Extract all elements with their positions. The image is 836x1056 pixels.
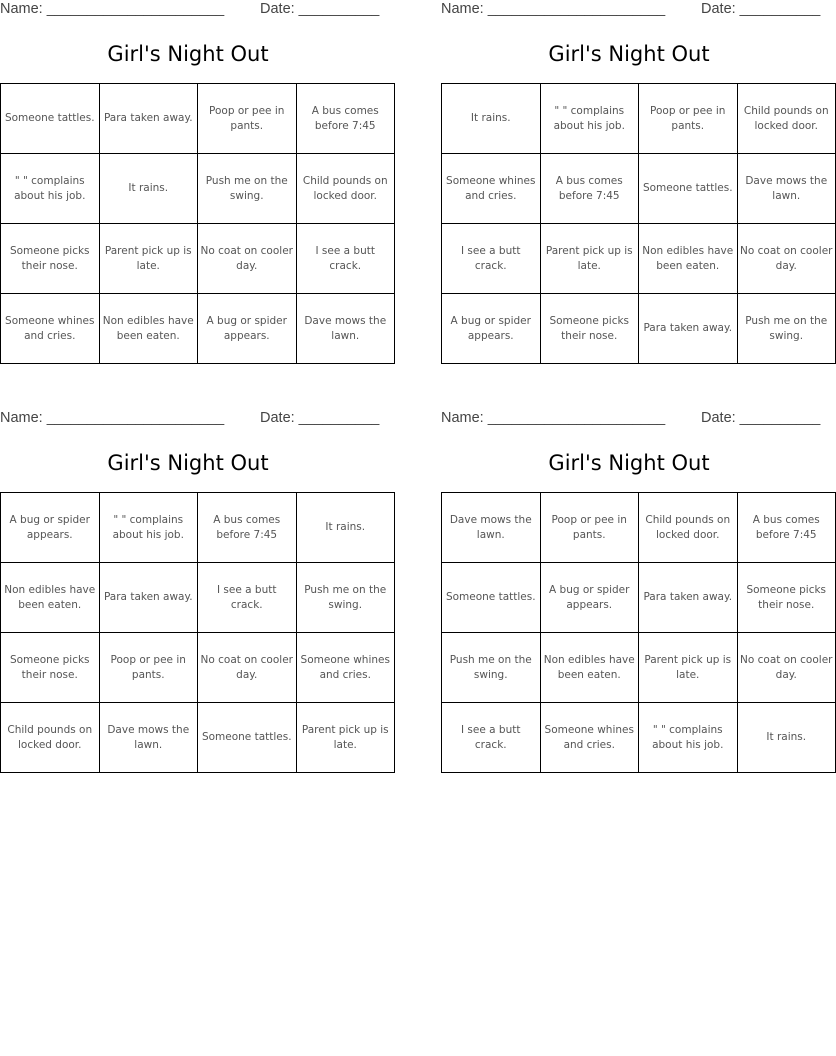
grid-row [1, 563, 395, 633]
grid-cell: Someone tattles. [1, 84, 100, 154]
grid-row [442, 703, 836, 773]
grid-cell: Parent pick up is late. [296, 703, 395, 773]
name-field-label: Name: ______________________ [441, 1, 666, 17]
card-title: Girl's Night Out [107, 451, 269, 475]
grid-cell: Child pounds on locked door. [737, 84, 836, 154]
grid-cell: A bug or spider appears. [442, 294, 541, 364]
grid-cell: A bus comes before 7:45 [737, 493, 836, 563]
grid-cell: Someone picks their nose. [737, 563, 836, 633]
grid-cell: Parent pick up is late. [540, 224, 639, 294]
grid-row [442, 493, 836, 563]
grid-cell: " " complains about his job. [540, 84, 639, 154]
grid-row [442, 84, 836, 154]
name-date-row [441, 1, 821, 21]
grid-cell: I see a butt crack. [296, 224, 395, 294]
card-title: Girl's Night Out [107, 42, 269, 66]
grid-row [442, 633, 836, 703]
grid-cell: Para taken away. [639, 563, 738, 633]
grid-cell: Child pounds on locked door. [296, 154, 395, 224]
grid-cell: Poop or pee in pants. [198, 84, 297, 154]
grid-cell: Para taken away. [639, 294, 738, 364]
grid-cell: A bus comes before 7:45 [296, 84, 395, 154]
card-title: Girl's Night Out [548, 42, 710, 66]
bingo-grid [441, 492, 836, 773]
grid-cell: I see a butt crack. [442, 224, 541, 294]
grid-cell: It rains. [99, 154, 198, 224]
name-date-row [0, 410, 380, 430]
grid-cell: A bug or spider appears. [198, 294, 297, 364]
name-date-row [0, 1, 380, 21]
grid-row [1, 294, 395, 364]
grid-cell: Push me on the swing. [737, 294, 836, 364]
grid-cell: Someone picks their nose. [1, 633, 100, 703]
grid-cell: Someone tattles. [442, 563, 541, 633]
grid-row [442, 563, 836, 633]
grid-cell: Dave mows the lawn. [737, 154, 836, 224]
card-title: Girl's Night Out [548, 451, 710, 475]
grid-cell: Poop or pee in pants. [99, 633, 198, 703]
grid-cell: Push me on the swing. [198, 154, 297, 224]
date-field-label: Date: __________ [701, 1, 821, 17]
grid-cell: No coat on cooler day. [198, 633, 297, 703]
grid-cell: No coat on cooler day. [737, 633, 836, 703]
grid-cell: Non edibles have been eaten. [99, 294, 198, 364]
date-field-label: Date: __________ [260, 410, 380, 426]
grid-cell: Dave mows the lawn. [296, 294, 395, 364]
grid-cell: Parent pick up is late. [639, 633, 738, 703]
bingo-card-2 [441, 0, 833, 372]
grid-cell: Push me on the swing. [296, 563, 395, 633]
date-field-label: Date: __________ [260, 1, 380, 17]
name-field-label: Name: ______________________ [0, 1, 225, 17]
grid-cell: Parent pick up is late. [99, 224, 198, 294]
grid-cell: Someone tattles. [639, 154, 738, 224]
grid-cell: No coat on cooler day. [198, 224, 297, 294]
grid-cell: Push me on the swing. [442, 633, 541, 703]
grid-cell: It rains. [737, 703, 836, 773]
grid-cell: Non edibles have been eaten. [1, 563, 100, 633]
bingo-card-3 [0, 409, 390, 781]
grid-cell: " " complains about his job. [1, 154, 100, 224]
grid-cell: It rains. [296, 493, 395, 563]
grid-cell: It rains. [442, 84, 541, 154]
grid-row [1, 633, 395, 703]
date-field-label: Date: __________ [701, 410, 821, 426]
grid-cell: I see a butt crack. [442, 703, 541, 773]
grid-cell: Dave mows the lawn. [99, 703, 198, 773]
grid-cell: Para taken away. [99, 563, 198, 633]
grid-cell: Dave mows the lawn. [442, 493, 541, 563]
bingo-grid [0, 83, 395, 364]
grid-cell: Someone tattles. [198, 703, 297, 773]
name-date-row [441, 410, 821, 430]
grid-cell: A bus comes before 7:45 [540, 154, 639, 224]
grid-cell: Someone picks their nose. [540, 294, 639, 364]
bingo-grid [441, 83, 836, 364]
bingo-card-1 [0, 0, 388, 372]
grid-cell: A bug or spider appears. [540, 563, 639, 633]
grid-row [1, 703, 395, 773]
bingo-grid [0, 492, 395, 773]
name-field-label: Name: ______________________ [0, 410, 225, 426]
grid-cell: Child pounds on locked door. [639, 493, 738, 563]
grid-cell: " " complains about his job. [639, 703, 738, 773]
grid-cell: Non edibles have been eaten. [540, 633, 639, 703]
grid-row [442, 294, 836, 364]
grid-cell: Someone picks their nose. [1, 224, 100, 294]
grid-row [1, 84, 395, 154]
grid-cell: Someone whines and cries. [1, 294, 100, 364]
grid-cell: Poop or pee in pants. [639, 84, 738, 154]
grid-cell: Someone whines and cries. [540, 703, 639, 773]
grid-cell: Someone whines and cries. [442, 154, 541, 224]
grid-cell: Non edibles have been eaten. [639, 224, 738, 294]
grid-cell: Child pounds on locked door. [1, 703, 100, 773]
grid-row [442, 224, 836, 294]
grid-cell: " " complains about his job. [99, 493, 198, 563]
grid-cell: I see a butt crack. [198, 563, 297, 633]
grid-row [1, 154, 395, 224]
grid-cell: Poop or pee in pants. [540, 493, 639, 563]
grid-row [1, 224, 395, 294]
grid-cell: Para taken away. [99, 84, 198, 154]
name-field-label: Name: ______________________ [441, 410, 666, 426]
grid-row [1, 493, 395, 563]
grid-cell: Someone whines and cries. [296, 633, 395, 703]
grid-cell: No coat on cooler day. [737, 224, 836, 294]
grid-cell: A bus comes before 7:45 [198, 493, 297, 563]
grid-cell: A bug or spider appears. [1, 493, 100, 563]
grid-row [442, 154, 836, 224]
bingo-card-4 [441, 409, 833, 781]
